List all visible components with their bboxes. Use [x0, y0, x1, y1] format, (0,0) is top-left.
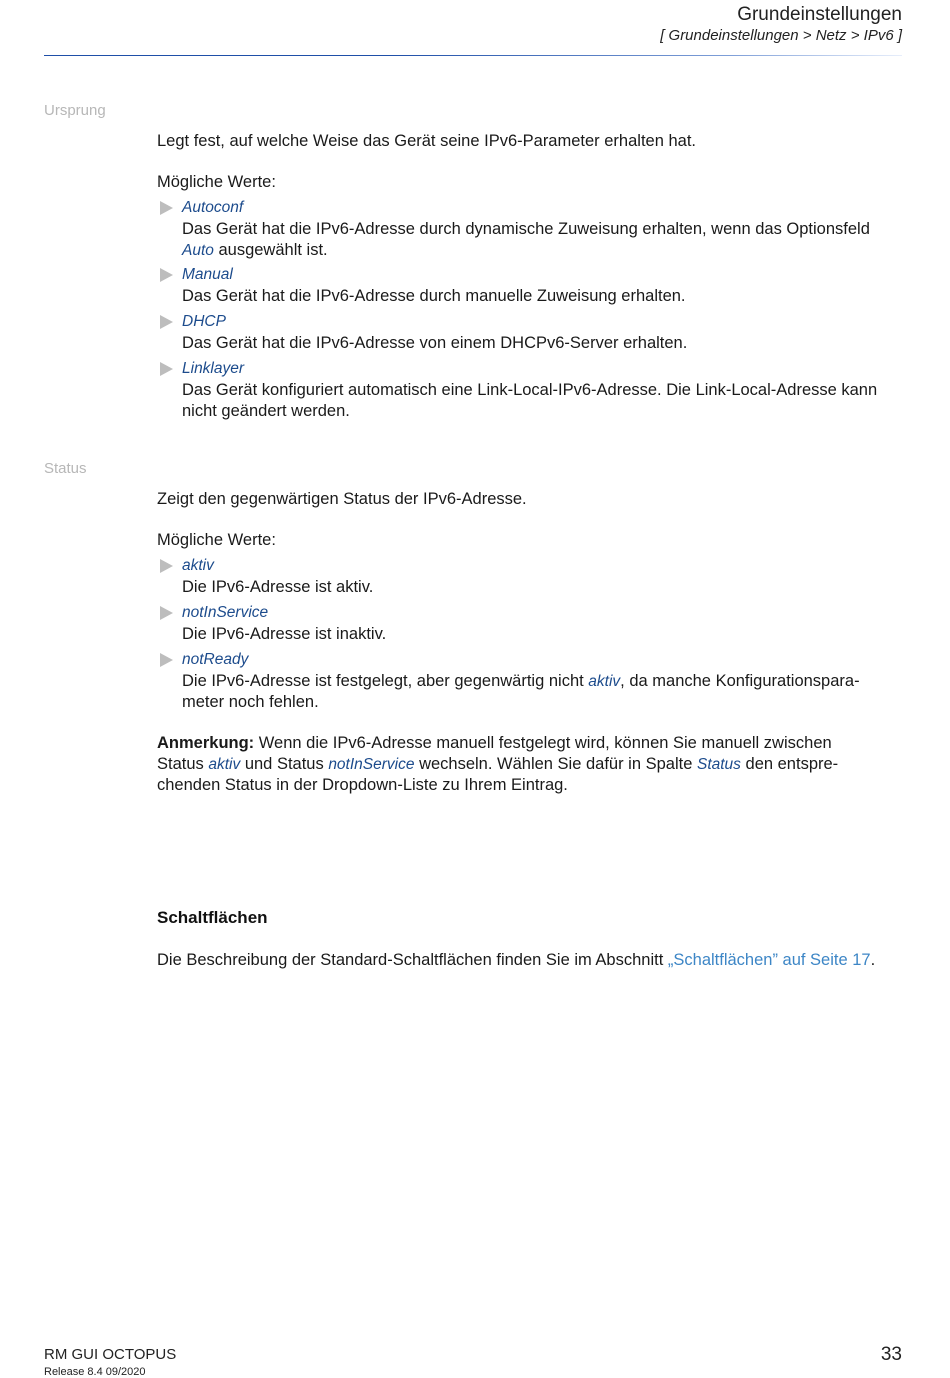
- ref-status-column: Status: [696, 756, 741, 773]
- option-name-linklayer: Linklayer: [182, 360, 245, 377]
- option-desc-manual: Das Gerät hat die IPv6-Adresse durch manuelle Zuweisung erhalten.: [182, 287, 686, 305]
- ursprung-description: Legt fest, auf welche Weise das Gerät seine IPv6-Parameter erhalten hat.: [157, 132, 696, 150]
- option-name-aktiv: aktiv: [182, 557, 214, 574]
- page-number: 33: [880, 1344, 902, 1365]
- ref-notinservice: notInService: [328, 756, 415, 773]
- parameter-label-ursprung: Ursprung: [44, 102, 106, 119]
- option-desc-dhcp: Das Gerät hat die IPv6-Adresse von einem DHCPv6-Server erhalten.: [182, 334, 688, 352]
- option-name-dhcp: DHCP: [182, 313, 226, 330]
- header-title: Grundeinstellungen: [737, 4, 902, 25]
- ref-auto: Auto: [182, 242, 214, 259]
- ref-aktiv: aktiv: [208, 756, 241, 773]
- bullet-arrow-icon: [160, 315, 173, 329]
- footer-product: RM GUI OCTOPUS: [44, 1346, 177, 1363]
- option-name-notinservice: notInService: [182, 604, 269, 621]
- schaltflaechen-text: Die Beschreibung der Standard-Schaltflächen finden Sie im Abschnitt „Schaltflächen” auf Seite 17.: [157, 951, 876, 969]
- status-note: Anmerkung: Wenn die IPv6-Adresse manuell festgelegt wird, können Sie manuell zwischen Status aktiv und Status notInService wechseln. Wählen Sie dafür in Spalte Status den entspre-chenden Status in der Dropdown-Liste zu Ihrem Eintrag.: [157, 734, 839, 794]
- bullet-arrow-icon: [160, 201, 173, 215]
- footer-release: Release 8.4 09/2020: [44, 1366, 146, 1378]
- option-name-manual: Manual: [182, 266, 233, 283]
- section-heading-schaltflaechen: Schaltflächen: [157, 908, 268, 927]
- ursprung-values-title: Mögliche Werte:: [157, 173, 276, 191]
- ref-aktiv: aktiv: [588, 673, 621, 690]
- cross-reference-link[interactable]: „Schaltflächen” auf Seite 17: [667, 951, 871, 969]
- parameter-label-status: Status: [44, 460, 87, 477]
- option-desc-notinservice: Die IPv6-Adresse ist inaktiv.: [182, 625, 387, 643]
- option-name-autoconf: Autoconf: [182, 199, 244, 216]
- option-name-notready: notReady: [182, 651, 249, 668]
- option-desc-aktiv: Die IPv6-Adresse ist aktiv.: [182, 578, 374, 596]
- breadcrumb: [ Grundeinstellungen > Netz > IPv6 ]: [660, 27, 902, 44]
- option-desc-notready: Die IPv6-Adresse ist festgelegt, aber gegenwärtig nicht aktiv, da manche Konfigurationspara-meter noch fehlen.: [182, 672, 860, 711]
- status-description: Zeigt den gegenwärtigen Status der IPv6-Adresse.: [157, 490, 527, 508]
- status-values-title: Mögliche Werte:: [157, 531, 276, 549]
- header-divider: [44, 55, 902, 56]
- note-label: Anmerkung:: [157, 734, 255, 752]
- option-desc-linklayer: Das Gerät konfiguriert automatisch eine Link-Local-IPv6-Adresse. Die Link-Local-Adresse kann nicht geändert werden.: [182, 381, 878, 420]
- bullet-arrow-icon: [160, 268, 173, 282]
- option-desc-autoconf: Das Gerät hat die IPv6-Adresse durch dynamische Zuweisung erhalten, wenn das Optionsfeld Auto ausgewählt ist.: [182, 220, 870, 259]
- bullet-arrow-icon: [160, 559, 173, 573]
- bullet-arrow-icon: [160, 653, 173, 667]
- bullet-arrow-icon: [160, 362, 173, 376]
- bullet-arrow-icon: [160, 606, 173, 620]
